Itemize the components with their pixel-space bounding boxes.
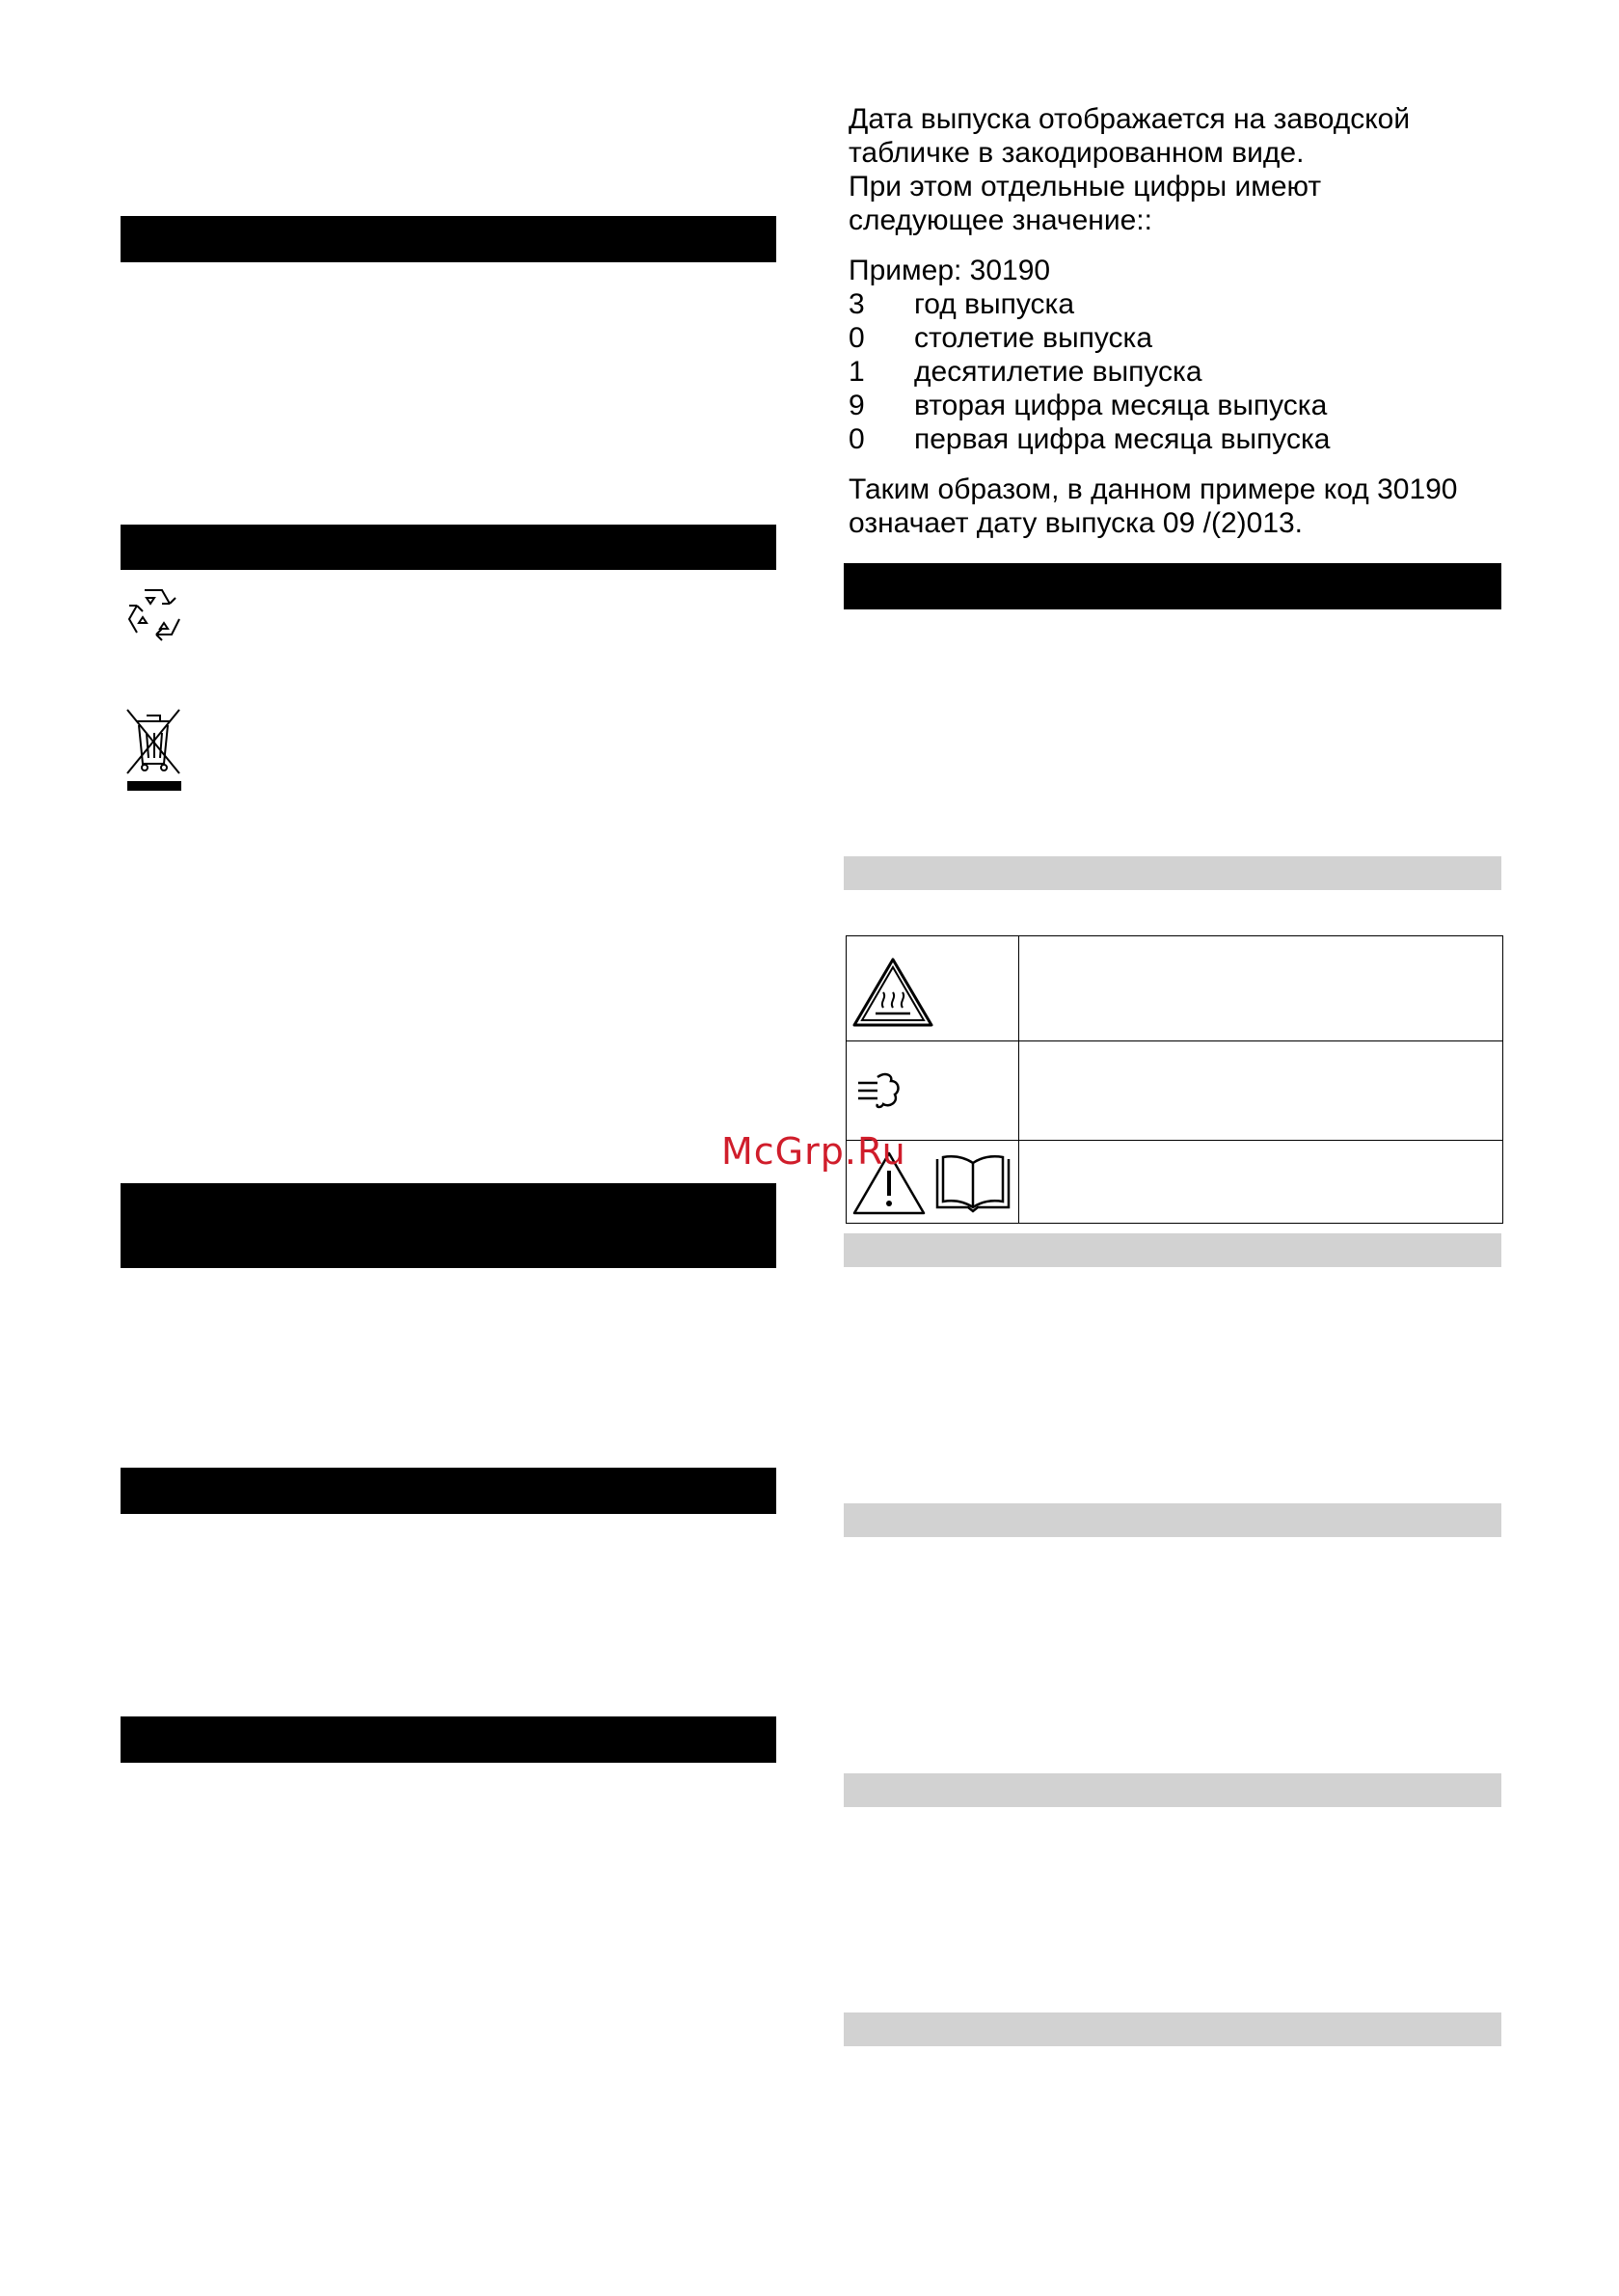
subsection-heading-bar <box>844 856 1501 890</box>
code-meaning: столетие выпуска <box>914 322 1153 354</box>
example-label: Пример: 30190 <box>849 255 1051 286</box>
section-heading-bar <box>844 563 1501 609</box>
code-row <box>849 355 1202 389</box>
symbol-cell <box>847 1040 1019 1140</box>
section-heading-bar <box>121 1716 776 1763</box>
code-row <box>849 422 1330 456</box>
code-meaning: первая цифра месяца выпуска <box>914 423 1331 455</box>
recycle-icon <box>121 584 185 642</box>
conclusion-line: означает дату выпуска 09 /(2)013. <box>849 507 1304 539</box>
crossed-bin-icon <box>121 704 185 793</box>
subsection-heading-bar <box>844 1233 1501 1267</box>
section-heading-bar <box>121 525 776 570</box>
steam-icon <box>854 1069 903 1117</box>
code-meaning: десятилетие выпуска <box>914 356 1202 388</box>
code-meaning: вторая цифра месяца выпуска <box>914 390 1328 421</box>
code-row <box>849 389 1327 422</box>
watermark: McGrp.Ru <box>721 1130 906 1173</box>
intro-line: При этом отдельные цифры имеют <box>849 171 1322 203</box>
subsection-heading-bar <box>844 1503 1501 1537</box>
intro-line: табличке в закодированном виде. <box>849 137 1305 169</box>
code-digit: 1 <box>849 356 865 388</box>
code-digit: 0 <box>849 322 865 354</box>
subsection-heading-bar <box>844 1773 1501 1807</box>
code-row <box>849 287 1074 321</box>
read-manual-icon <box>933 1153 1012 1220</box>
conclusion-line: Таким образом, в данном примере код 30190 <box>849 473 1458 505</box>
intro-line: следующее значение:: <box>849 204 1152 236</box>
code-digit: 3 <box>849 288 865 320</box>
symbol-cell <box>847 936 1019 1040</box>
intro-line: Дата выпуска отображается на заводской <box>849 103 1411 135</box>
hot-surface-warning-icon <box>850 956 935 1036</box>
section-heading-bar <box>121 216 776 262</box>
subsection-heading-bar <box>844 2012 1501 2046</box>
code-digit: 9 <box>849 390 865 421</box>
code-row <box>849 321 1152 355</box>
symbols-table <box>846 935 1503 1224</box>
code-digit: 0 <box>849 423 865 455</box>
section-heading-bar <box>121 1468 776 1514</box>
section-heading-bar <box>121 1183 776 1268</box>
code-meaning: год выпуска <box>914 288 1075 320</box>
